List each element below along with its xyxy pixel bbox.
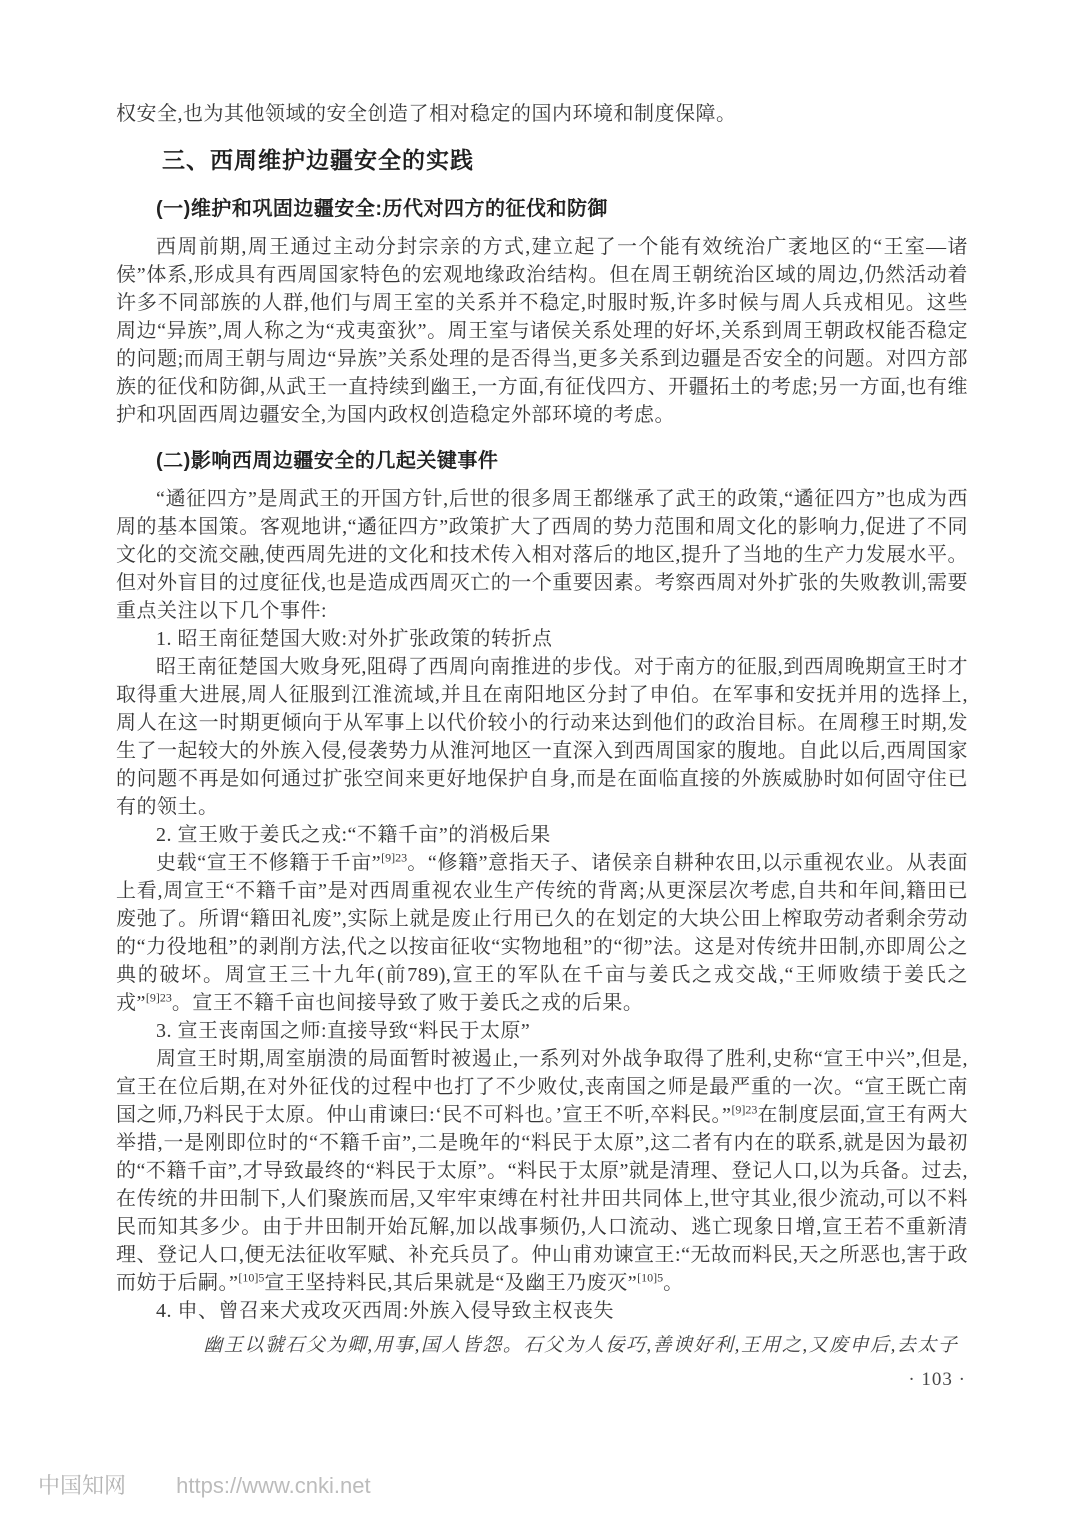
- citation-ref: [9]23: [731, 1102, 758, 1117]
- item-1-title: 1. 昭王南征楚国大败:对外扩张政策的转折点: [156, 628, 553, 650]
- paragraph-item-3: [116, 1045, 968, 1297]
- text-segment: 宣王坚持料民,其后果就是“及幽王乃废灭”: [264, 1272, 638, 1294]
- cnki-url[interactable]: https://www.cnki.net: [176, 1473, 371, 1498]
- item-3-title: 3. 宣王丧南国之师:直接导致“料民于太原”: [156, 1020, 531, 1042]
- paragraph-item-2: [116, 849, 968, 1017]
- text-segment: 。: [663, 1272, 684, 1294]
- citation-ref: [9]23: [381, 850, 408, 865]
- paragraph-sub2-intro: “遹征四方”是周武王的开国方针,后世的很多周王都继承了武王的政策,“遹征四方”也成为西周的基本国策。客观地讲,“遹征四方”政策扩大了西周的势力范围和周文化的影响力,促进了不同文化的交流交融,使西周先进的文化和技术传入相对落后的地区,提升了当地的生产力发展水平。但对外盲目的过度征伐,也是造成西周灭亡的一个重要因素。考察西周对外扩张的失败教训,需要重点关注以下几个事件:: [116, 488, 968, 622]
- item-4-title: 4. 申、曾召来犬戎攻灭西周:外族入侵导致主权丧失: [156, 1300, 615, 1322]
- text-segment: 。“修籍”意指天子、诸侯亲自耕种农田,以示重视农业。从表面上看,周宣王“不籍千亩”是对西周重视农业生产传统的背离;从更深层次考虑,自共和年间,籍田已废弛了。所谓“籍田礼废”,实际上就是废止行用已久的在划定的大块公田上榨取劳动者剩余劳动的“力役地租”的剥削方法,代之以按亩征收“实物地租”的“彻”法。这是对传统井田制,亦即周公之典的破坏。周宣王三十九年(前789),宣王的军队在千亩与姜氏之戎交战,“王师败绩于姜氏之戎”: [116, 852, 968, 1014]
- page-number: · 103 ·: [908, 1369, 966, 1390]
- cnki-footer: [38, 1469, 371, 1500]
- item-2-title: 2. 宣王败于姜氏之戎:“不籍千亩”的消极后果: [156, 824, 551, 846]
- citation-ref: [9]23: [145, 990, 172, 1005]
- cnki-brand: 中国知网: [38, 1473, 127, 1498]
- text-segment: 周宣王时期,周室崩溃的局面暂时被遏止,一系列对外战争取得了胜利,史称“宣王中兴”,但是,宣王在位后期,在对外征伐的过程中也打了不少败仗,丧南国之师是最严重的一次。“宣王既亡南国之师,乃料民于太原。仲山甫谏曰:‘民不可料也。’宣王不听,卒料民。”: [116, 1048, 968, 1126]
- subsection-1-heading: (一)维护和巩固边疆安全:历代对四方的征伐和防御: [156, 198, 608, 220]
- text-segment: 在制度层面,宣王有两大举措,一是刚即位时的“不籍千亩”,二是晚年的“料民于太原”,这二者有内在的联系,就是因为最初的“不籍千亩”,才导致最终的“料民于太原”。“料民于太原”就是清理、登记人口,以为兵备。过去,在传统的井田制下,人们聚族而居,又牢牢束缚在村社井田共同体上,世守其业,很少流动,可以不料民而知其多少。由于井田制开始瓦解,加以战事频仍,人口流动、逃亡现象日增,宣王若不重新清理、登记人口,便无法征收军赋、补充兵员了。仲山甫劝谏宣王:“无故而料民,天之所恶也,害于政而妨于后嗣。”: [116, 1104, 968, 1294]
- block-quote: 幽王以虢石父为卿,用事,国人皆怨。石父为人佞巧,善谀好利,王用之,又废申后,去太子: [203, 1335, 959, 1356]
- subsection-2-heading: (二)影响西周边疆安全的几起关键事件: [156, 450, 499, 472]
- section-heading: 三、西周维护边疆安全的实践: [162, 147, 474, 173]
- text-segment: 史载“宣王不修籍于千亩”: [156, 852, 382, 874]
- paragraph-continuation: 权安全,也为其他领域的安全创造了相对稳定的国内环境和制度保障。: [116, 103, 737, 125]
- text-segment: 。宣王不籍千亩也间接导致了败于姜氏之戎的后果。: [171, 992, 644, 1014]
- paragraph-sub1: 西周前期,周王通过主动分封宗亲的方式,建立起了一个能有效统治广袤地区的“王室—诸侯”体系,形成具有西周国家特色的宏观地缘政治结构。但在周王朝统治区域的周边,仍然活动着许多不同部族的人群,他们与周王室的关系并不稳定,时服时叛,许多时候与周人兵戎相见。这些周边“异族”,周人称之为“戎夷蛮狄”。周王室与诸侯关系处理的好坏,关系到周王朝政权能否稳定的问题;而周王朝与周边“异族”关系处理的是否得当,更多关系到边疆是否安全的问题。对四方部族的征伐和防御,从武王一直持续到幽王,一方面,有征伐四方、开疆拓土的考虑;另一方面,也有维护和巩固西周边疆安全,为国内政权创造稳定外部环境的考虑。: [116, 236, 968, 426]
- citation-ref: [10]5: [238, 1270, 265, 1285]
- paragraph-item-1: 昭王南征楚国大败身死,阻碍了西周向南推进的步伐。对于南方的征服,到西周晚期宣王时才取得重大进展,周人征服到江淮流域,并且在南阳地区分封了申伯。在军事和安抚并用的选择上,周人在这一时期更倾向于从军事上以代价较小的行动来达到他们的政治目标。在周穆王时期,发生了一起较大的外族入侵,侵袭势力从淮河地区一直深入到西周国家的腹地。自此以后,西周国家的问题不再是如何通过扩张空间来更好地保护自身,而是在面临直接的外族威胁时如何固守住已有的领土。: [116, 656, 968, 818]
- citation-ref: [10]5: [637, 1270, 664, 1285]
